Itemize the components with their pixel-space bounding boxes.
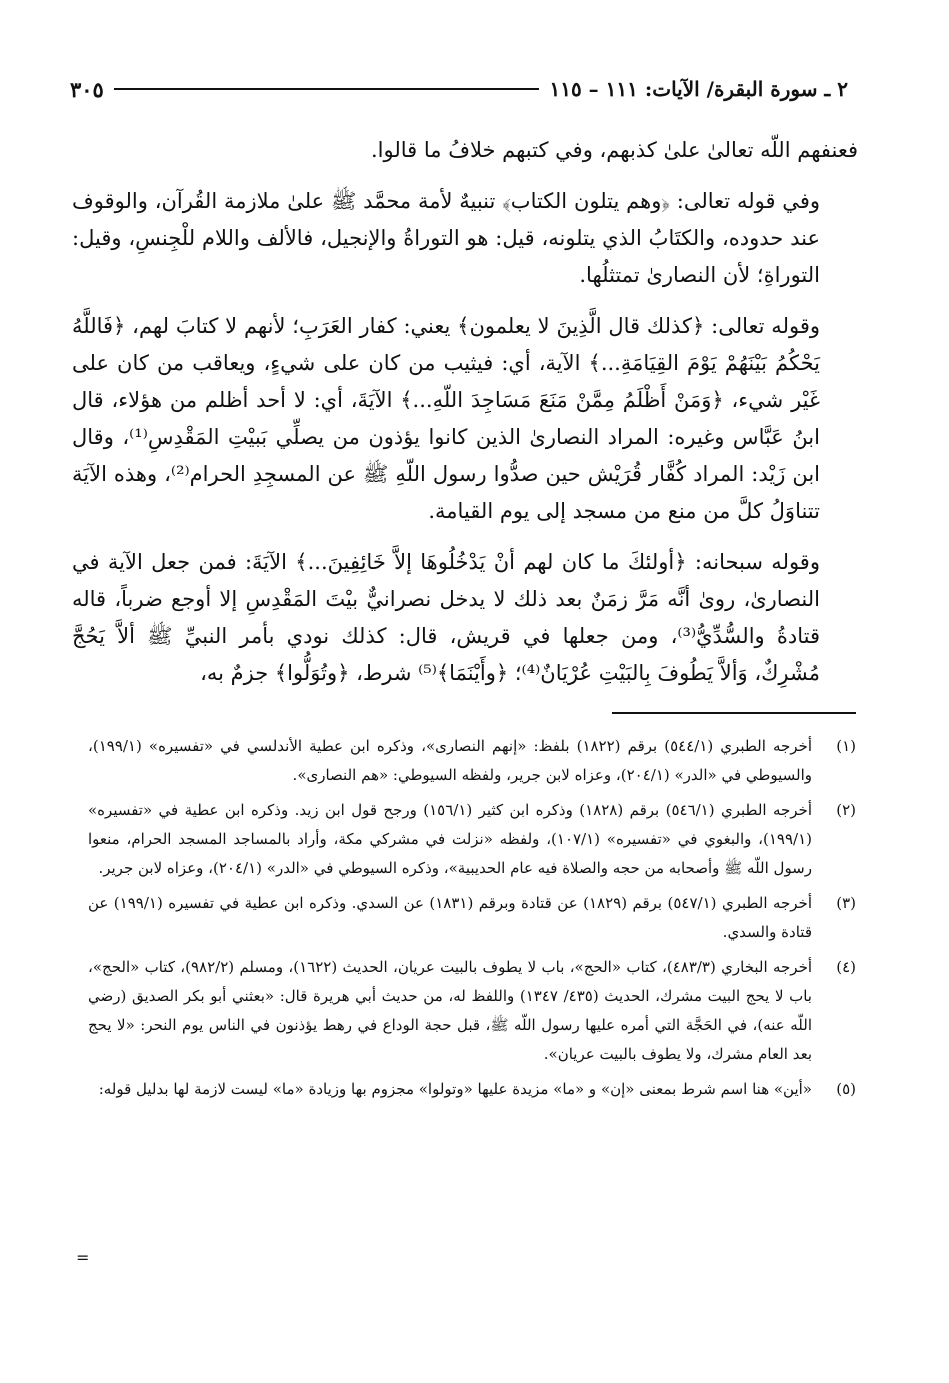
footnote-separator <box>612 712 856 714</box>
footnote-5 <box>88 1075 856 1104</box>
continuation-mark: = <box>76 1248 90 1267</box>
paragraph-4: وقوله سبحانه: ﴿أولئكَ ما كان لهم أنْ يَدْخُلُوهَا إلاَّ خَائِفِينَ...﴾ الآيَةَ: فمن جعل الآية في النصارىٰ، روىٰ أنَّه مَرَّ زمَنٌ بعد ذلك لا يدخل نصرانيٌّ بيْتَ المَقْدِسِ إلا أوجع ضرباً، قاله قتادةُ والسُّدِّيُّ⁽³⁾، ومن جعلها في قريش، قال: كذلك نودي بأمر النبيِّ ﷺ ألاَّ يَحُجَّ مُشْرِكٌ، وَألاَّ يَطُوفَ بِالبَيْتِ عُرْيَانٌ⁽⁴⁾؛ ﴿وأَيْنَمَا﴾⁽⁵⁾ شرط، ﴿وتُوَلُّوا﴾ جزمٌ به، <box>72 550 820 685</box>
paragraph-1: فعنفهم اللّه تعالىٰ علىٰ كذبهم، وفي كتبهم خلافُ ما قالوا. <box>371 138 858 162</box>
paragraph-2: وفي قوله تعالى: ﴿وهم يتلون الكتاب﴾ تنبيهٌ لأمة محمَّد ﷺ علىٰ ملازمة القُرآن، والوقوف عند حدوده، والكتَابُ الذي يتلونه، قيل: هو التوراةُ والإنجيل، فالألف واللام للْجِنسِ، وقيل: التوراةِ؛ لأن النصارىٰ تمتثلُها. <box>72 189 820 287</box>
footnote-number: (٣) <box>836 894 856 912</box>
running-header <box>70 70 848 108</box>
footnote-text: أخرجه الطبري (٥٤٤/١) برقم (١٨٢٢) بلفظ: «إنهم النصارى»، وذكره ابن عطية الأندلسي في «تفسيره» (١٩٩/١)، والسيوطي في «الدر» (٢٠٤/١)، وعزاه لابن جرير، ولفظه السيوطي: «هم النصارى». <box>88 737 812 784</box>
footnote-number: (٢) <box>836 801 856 819</box>
footnote-text: أخرجه الطبري (٥٤٧/١) برقم (١٨٢٩) عن قتادة وبرقم (١٨٣١) عن السدي. وذكره ابن عطية في تفسيره (١٩٩/١) عن قتادة والسدي. <box>88 894 812 941</box>
footnote-text: أخرجه البخاري (٤٨٣/٣)، كتاب «الحج»، باب لا يطوف بالبيت عريان، الحديث (١٦٢٢)، ومسلم (٩٨٢/٢)، كتاب «الحج»، باب لا يحج البيت مشرك، الحديث (٤٣٥/ ١٣٤٧) واللفظ له، من حديث أبي هريرة قال: «بعثني أبو بكر الصديق (رضي اللّه عنه)، في الحَجَّة التي أمره عليها رسول اللّه ﷺ، قبل حجة الوداع في رهط يؤذنون في الناس يوم النحر: «لا يحج بعد العام مشرك، ولا يطوف بالبيت عريان». <box>88 958 813 1063</box>
header-rule <box>114 88 540 90</box>
footnote-3 <box>88 889 856 947</box>
footnotes <box>88 732 856 1110</box>
footnote-number: (١) <box>836 737 856 755</box>
footnote-text: «أين» هنا اسم شرط بمعنى «إن» و «ما» مزيدة عليها «وتولوا» مجزوم بها وزيادة «ما» ليست لازمة لها بدليل قوله: <box>98 1080 812 1098</box>
footnote-number: (٤) <box>836 958 856 976</box>
footnote-1 <box>88 732 856 790</box>
footnote-4 <box>88 953 856 1069</box>
main-text <box>72 132 858 706</box>
surah-title: ٢ ـ سورة البقرة/ الآيات: ١١١ – ١١٥ <box>549 77 848 101</box>
paragraph-3: وقوله تعالى: ﴿كذلك قال الَّذِينَ لا يعلمون﴾ يعني: كفار العَرَبِ؛ لأنهم لا كتابَ لهم، ﴿فَاللَّهُ يَحْكُمُ بَيْنَهُمْ يَوْمَ القِيَامَةِ...﴾ الآية، أي: فيثيب من كان على شيءٍ، ويعاقب من كان على غَيْر شيء، ﴿وَمَنْ أَظْلَمُ مِمَّنْ مَنَعَ مَسَاجِدَ اللّهِ...﴾ الآيَةَ، أي: لا أحد أظلم من هؤلاء، قال ابنُ عَبَّاس وغيره: المراد النصارىٰ الذين كانوا يؤذون من يصلِّي بَبيْتِ المَقْدِسِ⁽¹⁾، وقال ابن زَيْد: المراد كُفَّار قُرَيْش حين صدُّوا رسول اللّهِ ﷺ عن المسجِدِ الحرام⁽²⁾، وهذه الآيَة تتناوَلُ كلَّ من منع من مسجد إلى يوم القيامة. <box>72 314 821 523</box>
footnote-text: أخرجه الطبري (٥٤٦/١) برقم (١٨٢٨) وذكره ابن كثير (١٥٦/١) ورجح قول ابن زيد. وذكره ابن عطية في «تفسيره» (١٩٩/١)، والبغوي في «تفسيره» (١٠٧/١)، ولفظه «نزلت في مشركي مكة، وأراد بالمساجد المسجد الحرام، منعوا رسول اللّه ﷺ وأصحابه من حجه والصلاة فيه عام الحديبية»، وذكره السيوطي في «الدر» (٢٠٤/١)، وعزاه لابن جرير. <box>88 801 812 877</box>
footnote-2 <box>88 796 856 883</box>
page-number: ٣٠٥ <box>70 76 104 102</box>
footnote-number: (٥) <box>836 1080 856 1098</box>
